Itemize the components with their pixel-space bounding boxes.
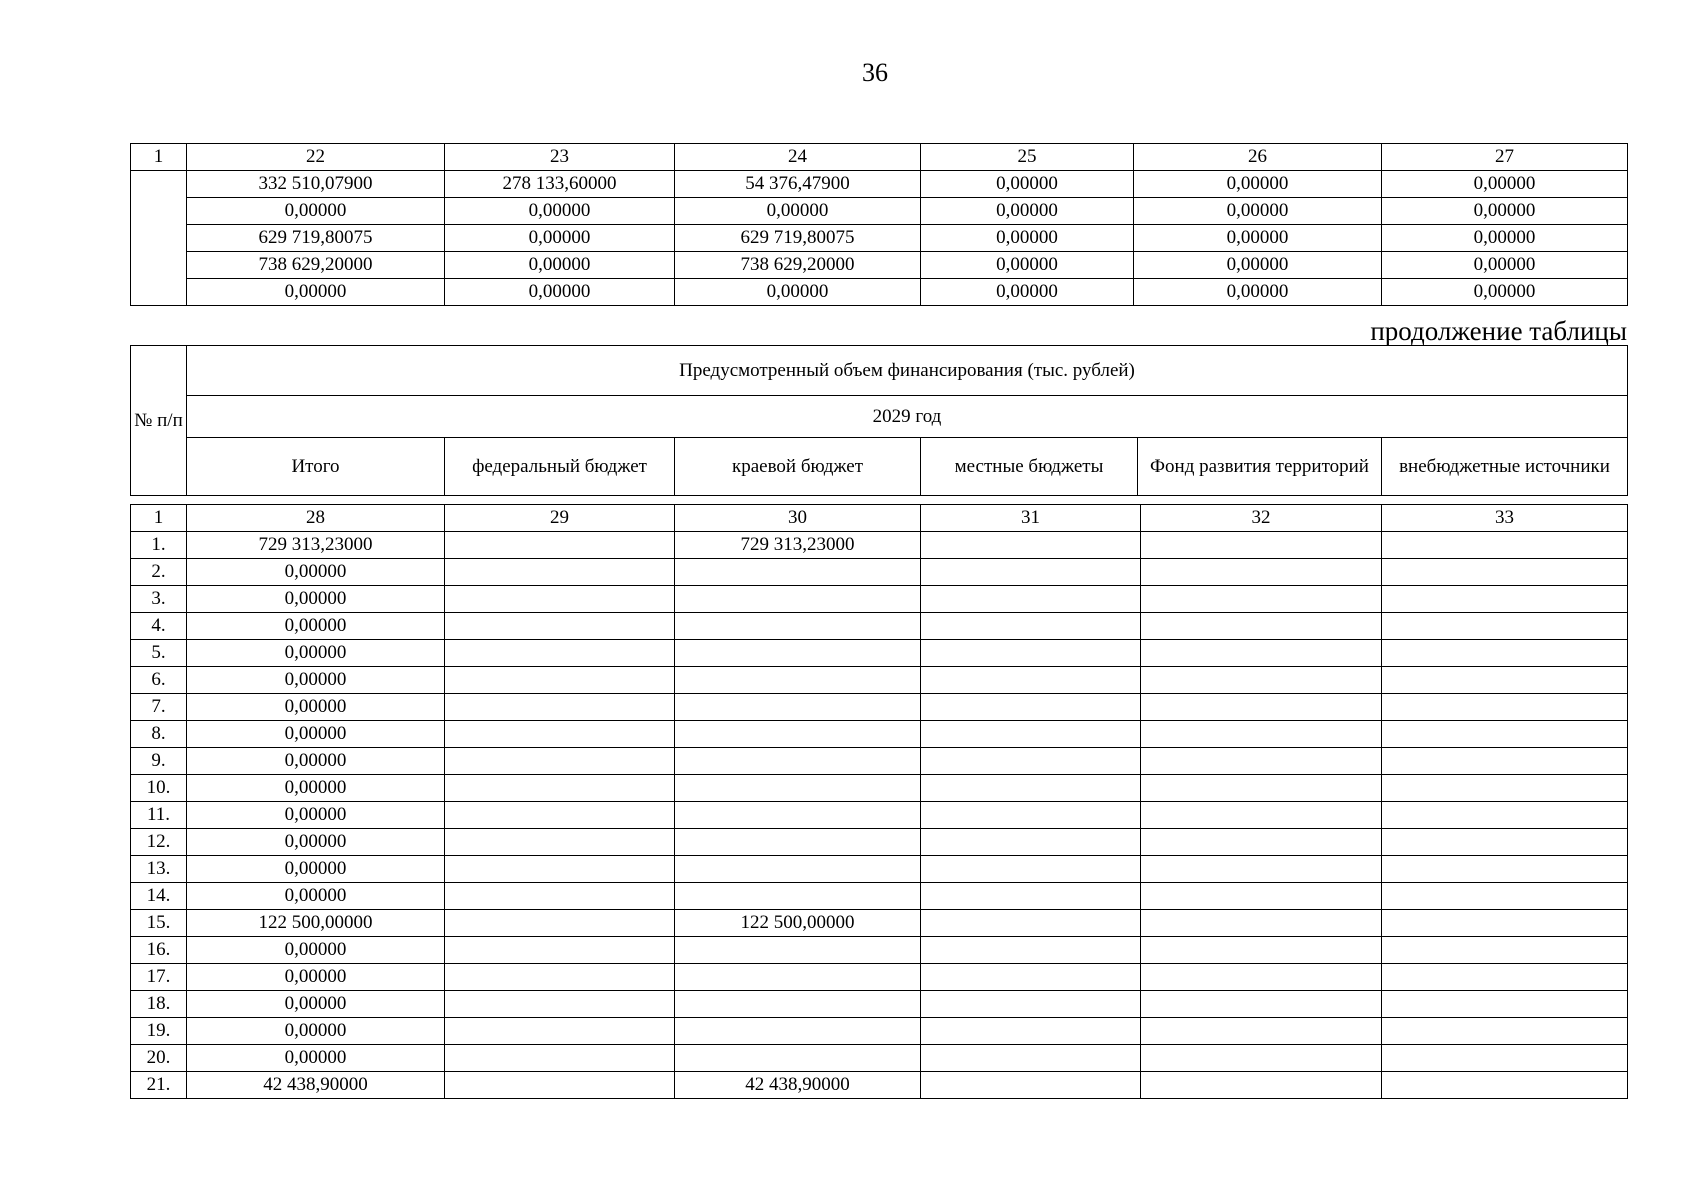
table-row [131, 991, 1628, 1018]
table-cell [1141, 721, 1382, 748]
table-cell [675, 1018, 921, 1045]
table-row [131, 1018, 1628, 1045]
row-number-cell: 16. [131, 937, 187, 964]
table-cell [445, 667, 675, 694]
table-cell [1141, 856, 1382, 883]
table-cell [1141, 559, 1382, 586]
row-number-cell: 2. [131, 559, 187, 586]
table-cell: 0,00000 [1382, 198, 1628, 225]
table-cell [675, 586, 921, 613]
table-row [131, 613, 1628, 640]
row-number-cell: 8. [131, 721, 187, 748]
table-cell [921, 1072, 1141, 1099]
table-cell [445, 964, 675, 991]
table-cell [921, 937, 1141, 964]
row-number-cell: 14. [131, 883, 187, 910]
table-row [131, 1045, 1628, 1072]
table-cell [445, 802, 675, 829]
table-cell [1382, 775, 1628, 802]
table-cell [921, 667, 1141, 694]
header-table [130, 345, 1628, 496]
table-cell [921, 532, 1141, 559]
table-cell [1382, 964, 1628, 991]
table-row [131, 640, 1628, 667]
table-row [131, 667, 1628, 694]
table-cell [1141, 775, 1382, 802]
column-header-territory-fund: Фонд развития территорий [1138, 438, 1382, 496]
table-cell: 0,00000 [675, 279, 921, 306]
table-cell [1382, 1045, 1628, 1072]
table-cell: 0,00000 [1382, 252, 1628, 279]
row-number-cell: 17. [131, 964, 187, 991]
table-cell [445, 910, 675, 937]
table-cell: 0,00000 [921, 279, 1134, 306]
table-cell [921, 586, 1141, 613]
top-table [130, 143, 1628, 306]
table-cell [1382, 1018, 1628, 1045]
table-row [131, 937, 1628, 964]
table-row [131, 586, 1628, 613]
table-cell [1141, 613, 1382, 640]
table-cell: 0,00000 [187, 559, 445, 586]
table-cell: 0,00000 [445, 279, 675, 306]
row-number-cell: 21. [131, 1072, 187, 1099]
table-cell: 122 500,00000 [187, 910, 445, 937]
table-cell [675, 775, 921, 802]
table-cell [1141, 1018, 1382, 1045]
table-cell [921, 613, 1141, 640]
table-cell: 0,00000 [187, 856, 445, 883]
table-cell: 0,00000 [187, 802, 445, 829]
table-cell: 0,00000 [187, 694, 445, 721]
table-cell: 0,00000 [187, 667, 445, 694]
table-row [131, 559, 1628, 586]
table-row [131, 279, 1628, 306]
table-cell: 42 438,90000 [675, 1072, 921, 1099]
table-cell [675, 721, 921, 748]
table-cell [675, 640, 921, 667]
table-cell [445, 775, 675, 802]
table-cell [921, 694, 1141, 721]
table-row [131, 883, 1628, 910]
table-row [131, 171, 1628, 198]
table-cell [675, 991, 921, 1018]
table-cell [445, 613, 675, 640]
table-cell [1382, 829, 1628, 856]
table-cell: 0,00000 [187, 991, 445, 1018]
table-row [131, 198, 1628, 225]
table-cell [921, 910, 1141, 937]
table-row [131, 964, 1628, 991]
table-cell: 629 719,80075 [675, 225, 921, 252]
table-cell: 278 133,60000 [445, 171, 675, 198]
table-cell [131, 171, 187, 306]
row-number-cell: 13. [131, 856, 187, 883]
page-number: 36 [862, 58, 888, 87]
table-cell [675, 883, 921, 910]
table-cell: 0,00000 [921, 252, 1134, 279]
table-cell: 0,00000 [187, 640, 445, 667]
column-number-cell: 1 [131, 505, 187, 532]
table-cell [921, 640, 1141, 667]
row-number-cell: 19. [131, 1018, 187, 1045]
table-cell: 0,00000 [187, 613, 445, 640]
row-number-cell: 4. [131, 613, 187, 640]
table-row [131, 910, 1628, 937]
column-header-extrabudgetary-sources: внебюджетные источники [1382, 438, 1628, 496]
table-cell: 0,00000 [187, 883, 445, 910]
table-cell [1382, 667, 1628, 694]
table-cell [1141, 667, 1382, 694]
table-cell [675, 694, 921, 721]
table-row [131, 532, 1628, 559]
table-cell [921, 1018, 1141, 1045]
table-cell [675, 1045, 921, 1072]
column-number-cell: 28 [187, 505, 445, 532]
table-cell: 738 629,20000 [675, 252, 921, 279]
table-cell [1382, 559, 1628, 586]
table-cell [921, 559, 1141, 586]
table-cell [445, 1072, 675, 1099]
table-cell [1141, 694, 1382, 721]
table-row [131, 225, 1628, 252]
row-number-cell: 5. [131, 640, 187, 667]
table-cell [1141, 829, 1382, 856]
row-number-cell: 9. [131, 748, 187, 775]
table-cell [1141, 964, 1382, 991]
table-cell [1141, 1045, 1382, 1072]
table-cell [675, 937, 921, 964]
table-row [131, 829, 1628, 856]
table-cell [675, 964, 921, 991]
table-cell [921, 991, 1141, 1018]
row-number-cell: 18. [131, 991, 187, 1018]
row-number-cell: 3. [131, 586, 187, 613]
column-number-row [131, 144, 1628, 171]
table-cell [445, 937, 675, 964]
table-cell [675, 802, 921, 829]
table-cell: 0,00000 [921, 171, 1134, 198]
table-cell [445, 532, 675, 559]
table-cell: 26 [1134, 144, 1382, 171]
table-cell [675, 748, 921, 775]
table-cell [1382, 856, 1628, 883]
table-cell [445, 856, 675, 883]
table-cell [921, 964, 1141, 991]
table-cell [1141, 991, 1382, 1018]
table-row [131, 802, 1628, 829]
table-cell: 1 [131, 144, 187, 171]
table-cell: 0,00000 [921, 225, 1134, 252]
table-cell [1141, 586, 1382, 613]
table-cell: 0,00000 [187, 829, 445, 856]
table-cell [675, 856, 921, 883]
table-row [131, 856, 1628, 883]
table-cell [1382, 1072, 1628, 1099]
table-cell: 729 313,23000 [187, 532, 445, 559]
table-cell: 0,00000 [187, 964, 445, 991]
funding-title: Предусмотренный объем финансирования (тыс. рублей) [187, 346, 1628, 396]
table-cell: 0,00000 [187, 1045, 445, 1072]
table-cell [921, 1045, 1141, 1072]
table-cell [445, 559, 675, 586]
column-header-local-budgets: местные бюджеты [921, 438, 1138, 496]
table-cell [1382, 883, 1628, 910]
body-table [130, 504, 1628, 1099]
column-number-cell: 31 [921, 505, 1141, 532]
table-cell: 54 376,47900 [675, 171, 921, 198]
column-number-cell: 29 [445, 505, 675, 532]
table-cell [1382, 532, 1628, 559]
table-row [131, 1072, 1628, 1099]
table-cell [921, 829, 1141, 856]
table-cell: 0,00000 [445, 252, 675, 279]
column-header-regional-budget: краевой бюджет [675, 438, 921, 496]
table-cell: 27 [1382, 144, 1628, 171]
table-cell [445, 883, 675, 910]
table-cell [445, 640, 675, 667]
table-cell [675, 829, 921, 856]
column-header-federal-budget: федеральный бюджет [445, 438, 675, 496]
table-cell: 0,00000 [1134, 279, 1382, 306]
table-cell [921, 802, 1141, 829]
table-cell [1382, 586, 1628, 613]
table-cell [445, 991, 675, 1018]
row-number-cell: 15. [131, 910, 187, 937]
row-number-cell: 10. [131, 775, 187, 802]
table-cell: 25 [921, 144, 1134, 171]
table-row [131, 721, 1628, 748]
table-cell: 738 629,20000 [187, 252, 445, 279]
table-cell: 0,00000 [187, 586, 445, 613]
table-cell [1141, 937, 1382, 964]
table-cell: 0,00000 [1134, 198, 1382, 225]
row-number-cell: 11. [131, 802, 187, 829]
table-cell [1382, 613, 1628, 640]
row-number-cell: 1. [131, 532, 187, 559]
table-cell: 22 [187, 144, 445, 171]
table-cell [1382, 640, 1628, 667]
table-cell [445, 1045, 675, 1072]
year-header: 2029 год [187, 396, 1628, 438]
table-cell: 0,00000 [1382, 279, 1628, 306]
table-cell [445, 829, 675, 856]
table-cell [445, 694, 675, 721]
row-number-cell: 6. [131, 667, 187, 694]
table-row [131, 748, 1628, 775]
table-cell [921, 775, 1141, 802]
table-cell: 0,00000 [187, 748, 445, 775]
table-cell: 0,00000 [187, 937, 445, 964]
continuation-label: продолжение таблицы [1370, 316, 1627, 346]
table-cell: 0,00000 [187, 721, 445, 748]
table-cell [445, 721, 675, 748]
row-number-cell: 7. [131, 694, 187, 721]
table-cell: 24 [675, 144, 921, 171]
table-cell [1141, 802, 1382, 829]
table-cell: 0,00000 [187, 279, 445, 306]
table-cell [675, 667, 921, 694]
table-cell: 0,00000 [1134, 252, 1382, 279]
table-cell [1382, 802, 1628, 829]
table-cell [1382, 937, 1628, 964]
row-number-cell: 20. [131, 1045, 187, 1072]
table-cell [921, 856, 1141, 883]
table-cell: 0,00000 [1382, 225, 1628, 252]
table-cell: 0,00000 [187, 775, 445, 802]
table-cell [921, 721, 1141, 748]
table-cell [1141, 883, 1382, 910]
table-cell: 122 500,00000 [675, 910, 921, 937]
table-row [131, 694, 1628, 721]
table-cell: 0,00000 [445, 198, 675, 225]
table-cell: 0,00000 [187, 1018, 445, 1045]
table-cell [675, 613, 921, 640]
table-row [131, 775, 1628, 802]
table-cell: 0,00000 [187, 198, 445, 225]
column-number-row [131, 505, 1628, 532]
table-cell: 332 510,07900 [187, 171, 445, 198]
table-cell: 0,00000 [921, 198, 1134, 225]
table-cell [1141, 640, 1382, 667]
table-cell: 0,00000 [445, 225, 675, 252]
column-number-cell: 33 [1382, 505, 1628, 532]
table-cell [1382, 748, 1628, 775]
table-cell: 0,00000 [675, 198, 921, 225]
table-cell [1382, 910, 1628, 937]
table-cell [1382, 991, 1628, 1018]
row-number-header: № п/п [131, 346, 187, 496]
table-row [131, 252, 1628, 279]
row-number-cell: 12. [131, 829, 187, 856]
column-number-cell: 32 [1141, 505, 1382, 532]
column-header-total: Итого [187, 438, 445, 496]
table-cell: 42 438,90000 [187, 1072, 445, 1099]
column-number-cell: 30 [675, 505, 921, 532]
table-cell [921, 748, 1141, 775]
table-cell [445, 748, 675, 775]
table-cell [1382, 694, 1628, 721]
table-cell [1141, 532, 1382, 559]
table-cell [1382, 721, 1628, 748]
table-cell: 729 313,23000 [675, 532, 921, 559]
table-cell [675, 559, 921, 586]
table-cell [445, 586, 675, 613]
table-cell: 0,00000 [1134, 225, 1382, 252]
table-cell: 629 719,80075 [187, 225, 445, 252]
table-cell [445, 1018, 675, 1045]
table-cell: 23 [445, 144, 675, 171]
table-cell [1141, 748, 1382, 775]
table-cell [1141, 910, 1382, 937]
table-cell: 0,00000 [1134, 171, 1382, 198]
table-cell [1141, 1072, 1382, 1099]
table-cell: 0,00000 [1382, 171, 1628, 198]
table-cell [921, 883, 1141, 910]
